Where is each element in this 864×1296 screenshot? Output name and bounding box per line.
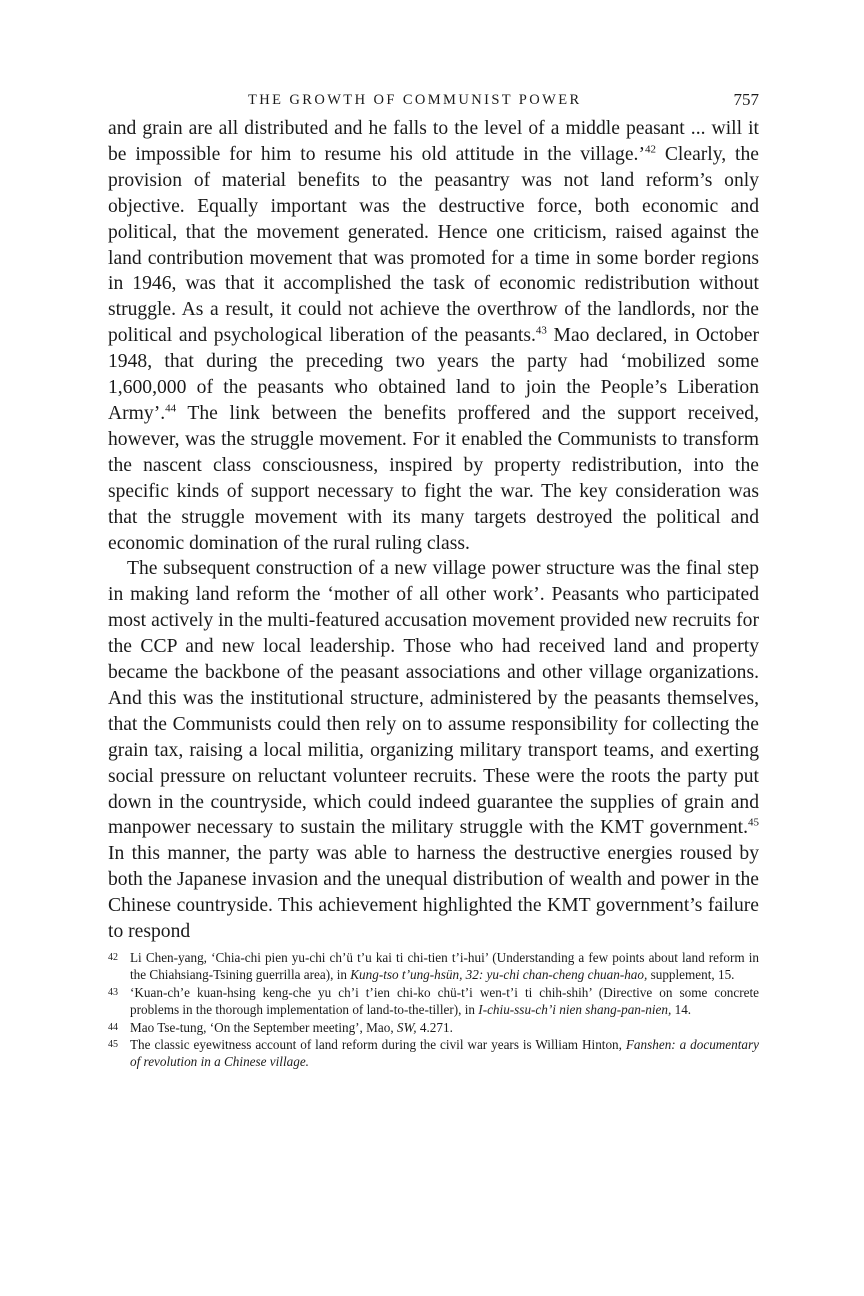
footnote-number: 42 — [108, 952, 118, 963]
footnote — [108, 949, 759, 984]
footnote — [108, 1019, 759, 1036]
footnote-number: 43 — [108, 986, 118, 998]
footnote-ref-43: 43 — [535, 324, 547, 337]
text-run: ‘Kuan-ch’e kuan-hsing keng-che yu ch’i t’ien chi-ko chü-t’i wen-t’i ti chih-shih’ (Directive on some concrete problems in the thorough implementation of land-to-the-tiller), in — [130, 984, 759, 1018]
text-run: 14. — [671, 1002, 692, 1018]
text-run: Mao Tse-tung, ‘On the September meeting’, Mao, — [130, 1019, 397, 1035]
text-run: The classic eyewitness account of land reform during the civil war years is William Hinton, — [130, 1037, 626, 1053]
text-run: supplement, 15. — [647, 967, 735, 983]
footnote-text — [130, 984, 759, 1019]
italic-title: Fanshen: a documentary of revolution in a Chinese village. — [130, 1037, 759, 1070]
footnote — [108, 1036, 759, 1071]
text-run: The subsequent construction of a new village power structure was the final step in making land reform the ‘mother of all other work’. Peasants who participated most actively in the multi-featured accusation movement provided new recruits for the CCP and new local leadership. Those who had received land and property became the backbone of the peasant associations and other village organizations. And this was the institutional structure, administered by the peasants themselves, that the Communists could then rely on to assume responsibility for collecting the grain tax, raising a local militia, organizing military transport teams, and exerting social pressure on reluctant volunteer recruits. These were the roots the party put down in the countryside, which could indeed guarantee the supplies of grain and manpower necessary to sustain the military struggle with the KMT government. — [108, 558, 759, 839]
footnote-text — [130, 1036, 759, 1071]
paragraph-1 — [108, 116, 759, 556]
running-head: THE GROWTH OF COMMUNIST POWER — [248, 92, 582, 108]
page-header — [108, 88, 759, 116]
italic-title: SW, — [396, 1019, 417, 1035]
text-run: In this manner, the party was able to harness the destructive energies roused by both the Japanese invasion and the unequal distribution of wealth and power in the Chinese countryside. This achievement highlighted the KMT government’s failure to respond — [108, 843, 759, 943]
footnote-number: 45 — [108, 1039, 118, 1051]
page-number: 757 — [733, 90, 759, 109]
footnote-ref-42: 42 — [644, 143, 656, 156]
footnotes — [108, 949, 759, 1071]
italic-title: Kung-tso t’ung-hsün, 32: yu-chi chan-cheng chuan-hao, — [350, 967, 648, 983]
italic-title: I-chiu-ssu-ch’i nien shang-pan-nien, — [478, 1002, 672, 1018]
text-run: Clearly, the provision of material benefits to the peasantry was not land reform’s only objective. Equally important was the destructive force, both economic and political, that the movement generated. Hence one criticism, raised against the land contribution movement that was promoted for a time in some border regions in 1946, was that it accomplished the task of economic redistribution without struggle. As a result, it could not achieve the overthrow of the landlords, nor the political and psychological liberation of the peasants. — [108, 143, 759, 347]
text-run: and grain are all distributed and he falls to the level of a middle peasant ... will it be impossible for him to resume his old attitude in the village.’ — [108, 118, 759, 165]
text-run: Li Chen-yang, ‘Chia-chi pien yu-chi ch’ü t’u kai ti chi-tien t’i-hui’ (Understanding a few points about land reform in the Chiahsiang-Tsining guerrilla area), in — [130, 950, 759, 983]
footnote-ref-44: 44 — [165, 402, 177, 415]
footnote-text — [130, 1019, 759, 1036]
footnote — [108, 984, 759, 1019]
body-text — [108, 116, 759, 945]
text-run: Mao declared, in October 1948, that during the preceding two years the party had ‘mobilized some 1,600,000 of the peasants who obtained land to join the People’s Liberation Army’. — [108, 325, 759, 424]
footnote-ref-45: 45 — [748, 816, 759, 829]
page — [108, 88, 759, 1071]
paragraph-2 — [108, 556, 759, 945]
text-run: The link between the benefits proffered and the support received, however, was the struggle movement. For it enabled the Communists to transform the nascent class consciousness, inspired by property redistribution, into the specific kinds of support necessary to fight the war. The key consideration was that the struggle movement with its many targets destroyed the political and economic domination of the rural ruling class. — [108, 402, 759, 554]
footnote-text — [130, 949, 759, 984]
footnote-number: 44 — [108, 1021, 118, 1033]
text-run: 4.271. — [416, 1019, 453, 1035]
